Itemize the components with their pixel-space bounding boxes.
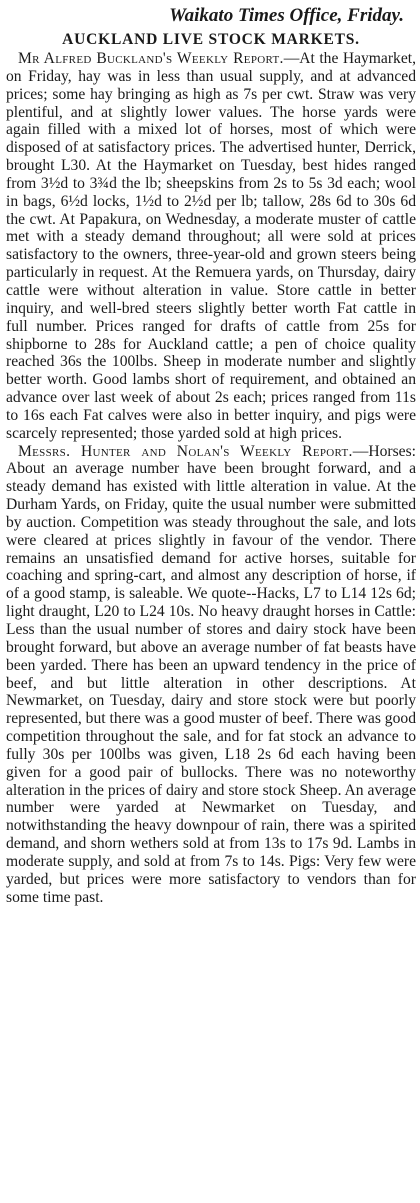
headline: AUCKLAND LIVE STOCK MARKETS. [62, 31, 360, 48]
dateline: Waikato Times Office, Friday. [169, 5, 404, 26]
report-body-hunter-nolan: —Horses: About an average number have been brought forward, and a steady demand has existed with little alteration in value. At the Durham Yards, on Friday, quite the usual number were submitted by auction. Competition was steady throughout the sale, and lots were cleared at prices slightly in favour of the vendor. There remains an unsatisfied demand for active horses, suitable for coaching and spring-cart, and almost any description of horse, if of a good stamp, is saleable. We quote--Hacks, L7 to L14 12s 6d; light draught, L20 to L24 10s. No heavy draught horses in Cattle: Less than the usual number of stores and dairy stock have been brought forward, but above an average number of fat beasts have been yarded. There has been an upward tendency in the price of beef, and but little alteration in other descriptions. At Newmarket, on Tuesday, dairy and store stock were but poorly represented, but there was a good muster of beef. There was good competition throughout the sale, and for fat stock an advance to fully 30s per 100lbs was given, L18 2s 6d each having been given for a good pair of bullocks. There was no noteworthy alteration in the prices of dairy and store stock Sheep. An average number were yarded at Newmarket on Tuesday, and notwithstanding the heavy downpour of rain, there was a spirited demand, and shorn wethers sold at from 13s to 17s 9d. Lambs in moderate supply, and sold at from 7s to 14s. Pigs: Very few were yarded, but prices were more satisfactory to vendors than for some time past. [6, 442, 416, 906]
report-body-buckland: —At the Haymarket, on Friday, hay was in less than usual supply, and at advanced prices; some hay bringing as high as 7s per cwt. Straw was very plentiful, and at slightly lower values. The horse yards were again filled with a mixed lot of horses, most of which were disposed of at satisfactory prices. The advertised hunter, Derrick, brought L30. At the Haymarket on Tuesday, best hides ranged from 3½d to 3¾d the lb; sheepskins from 2s to 5s 3d each; wool in bags, 6½d locks, 1½d to 2½d per lb; tallow, 28s 6d to 30s 6d the cwt. At Papakura, on Wednesday, a moderate muster of cattle met with a steady demand throughout; all were sold at prices satisfactory to the owners, three-year-old and grown steers being particularly in request. At the Remuera yards, on Thursday, dairy cattle were without alteration in value. Store cattle in better inquiry, and well-bred steers slightly better worth Fat cattle in full number. Prices ranged for drafts of cattle from 25s for shipborne to 28s for Auckland cattle; a pen of choice quality reached 36s the 100lbs. Sheep in moderate number and slightly better worth. Good lambs short of requirement, and obtained an advance over last week of about 2s each; prices ranged from 11s to 16s each Fat calves were also in better inquiry, and pigs were scarcely represented; those yarded sold at high prices. [6, 50, 416, 442]
report-paragraph-buckland [6, 50, 416, 443]
report-lead-buckland: Mr Alfred Buckland's Weekly Report. [18, 50, 284, 67]
report-lead-hunter-nolan: Messrs. Hunter and Nolan's Weekly Report. [18, 442, 353, 460]
report-paragraph-hunter-nolan [6, 443, 416, 907]
